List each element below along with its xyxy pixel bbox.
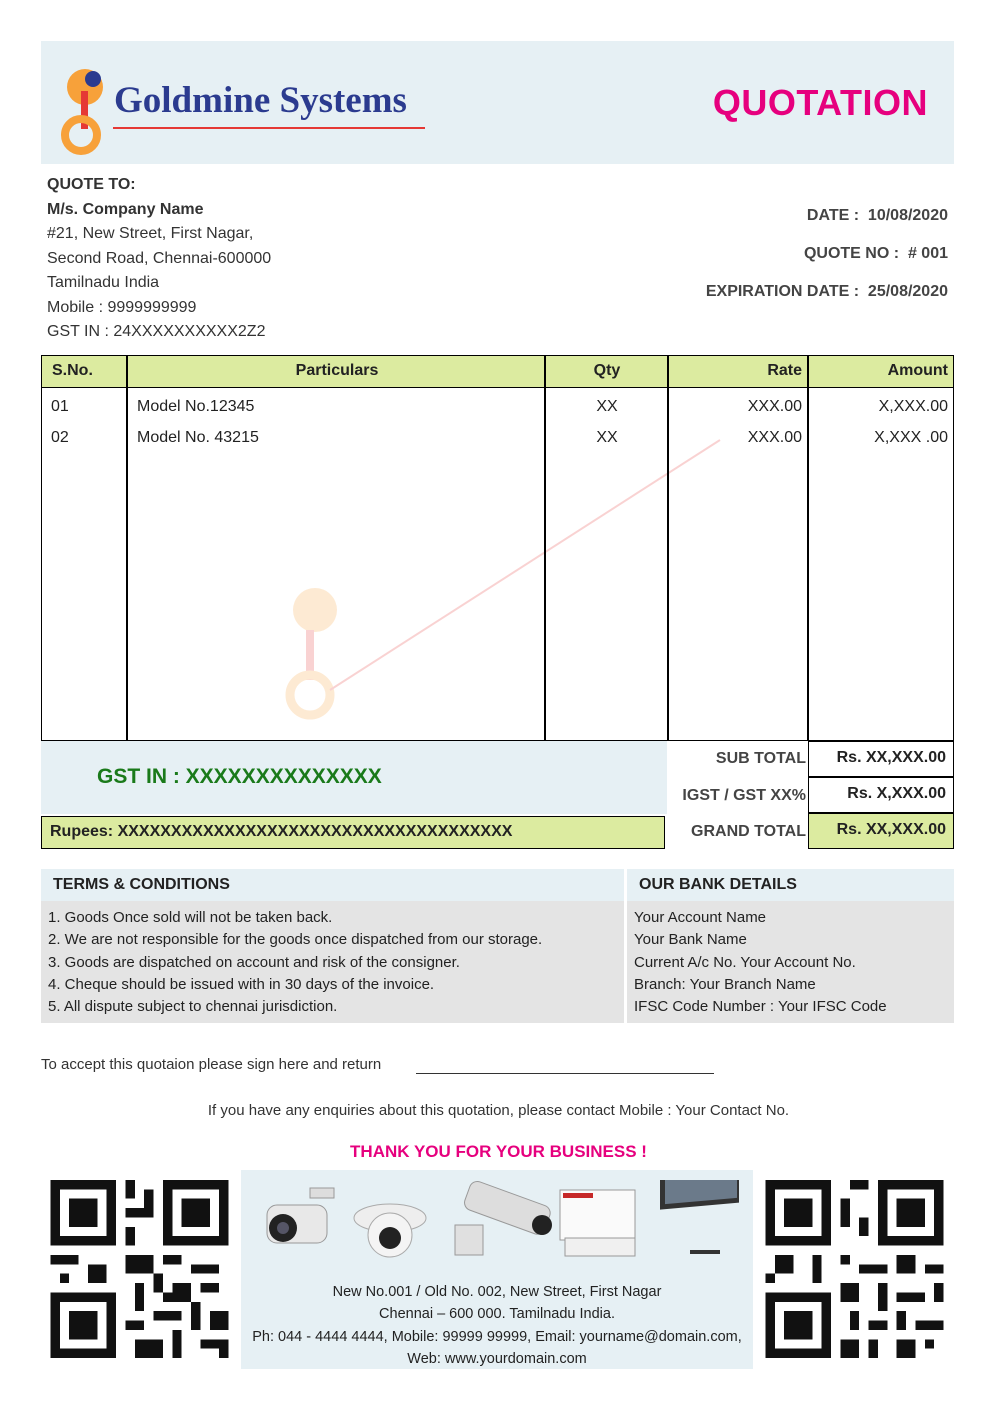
bank-item: Branch: Your Branch Name [634,975,816,993]
tax-label: IGST / GST XX% [682,787,806,804]
terms-item: 4. Cheque should be issued with in 30 days of the invoice. [48,975,435,993]
monitor-icon [660,1180,739,1254]
document-title: QUOTATION [712,82,928,123]
terms-item: 2. We are not responsible for the goods once dispatched from our storage. [48,931,543,949]
row1-particulars: Model No.12345 [137,398,255,415]
row2-qty: XX [596,429,618,446]
row1-amount: X,XXX.00 [878,398,948,415]
bank-heading: OUR BANK DETAILS [627,869,954,901]
header-banner [41,41,954,164]
row1-qty: XX [596,398,618,415]
enquiry-note: If you have any enquiries about this quotation, please contact Mobile : Your Contact No. [207,1102,790,1119]
row1-rate: XXX.00 [747,398,802,415]
terms-item: 3. Goods are dispatched on account and risk of the consigner. [48,953,460,971]
gst-box [41,741,667,814]
bank-item: Your Bank Name [634,931,747,949]
grand-total-value: Rs. XX,XXX.00 [808,813,954,849]
quote-to-heading: QUOTE TO: [47,176,136,193]
sign-instruction: To accept this quotaion please sign here and return [41,1056,382,1073]
client-gst: GST IN : 24XXXXXXXXXX2Z2 [47,323,266,340]
tax-value: Rs. X,XXX.00 [808,777,954,813]
cctv-products-icon [255,1180,739,1275]
row2-sno: 02 [51,429,69,446]
column-divider [126,356,128,740]
date-label: DATE : [806,207,860,224]
thank-you-note: THANK YOU FOR YOUR BUSINESS ! [350,1142,647,1161]
row2-rate: XXX.00 [747,429,802,446]
sub-total-label: SUB TOTAL [715,750,806,767]
col-particulars-header: Particulars [295,362,379,379]
quote-to-block [47,173,271,345]
qr-code-icon [756,1170,953,1368]
dome-camera-icon [354,1204,426,1257]
dvr-box-icon [560,1190,635,1256]
footer-contact-panel [241,1170,753,1369]
seller-gst: GST IN : XXXXXXXXXXXXXX [97,765,382,788]
items-table [41,355,954,741]
bank-details-list [627,901,954,1023]
col-sno-header: S.No. [52,362,93,379]
terms-list [41,901,624,1023]
footer-web-line: Web: www.yourdomain.com [407,1350,587,1367]
client-address-line: Second Road, Chennai-600000 [47,249,272,267]
col-amount-header: Amount [887,362,948,379]
expiration-row [628,283,948,321]
col-qty-header: Qty [593,362,621,379]
footer-address-line: Chennai – 600 000. Tamilnadu India. [379,1306,615,1323]
bank-item: Current A/c No. Your Account No. [634,953,856,971]
footer-address-line: New No.001 / Old No. 002, New Street, First Nagar [332,1284,662,1300]
terms-item: 1. Goods Once sold will not be taken back. [48,909,333,926]
quote-no-value: # 001 [907,245,948,262]
client-mobile: Mobile : 9999999999 [47,298,197,316]
terms-item: 5. All dispute subject to chennai jurisdiction. [48,998,338,1016]
row2-amount: X,XXX .00 [874,429,948,446]
qr-code-icon [41,1170,238,1368]
signature-line [416,1073,714,1074]
bullet-camera-icon [267,1188,334,1243]
box-camera-icon [455,1180,552,1255]
client-company-name: M/s. Company Name [47,200,204,218]
client-address-line: #21, New Street, First Nagar, [47,225,254,242]
quote-no-label: QUOTE NO : [803,245,900,262]
date-value: 10/08/2020 [867,207,948,224]
row1-sno: 01 [51,398,69,415]
amount-in-words: Rupees: XXXXXXXXXXXXXXXXXXXXXXXXXXXXXXXXXXXXX [41,816,665,849]
company-logo-icon [53,51,123,156]
row2-particulars: Model No. 43215 [137,429,259,446]
footer-address [241,1281,753,1370]
quote-meta [628,207,948,321]
table-header [42,356,953,388]
terms-heading: TERMS & CONDITIONS [41,869,624,901]
client-address-line: Tamilnadu India [47,274,160,291]
grand-total-label: GRAND TOTAL [691,823,806,840]
expiration-label: EXPIRATION DATE : [705,283,860,300]
footer-contact-line: Ph: 044 - 4444 4444, Mobile: 99999 99999, Email: yourname@domain.com, [252,1328,742,1345]
expiration-value: 25/08/2020 [867,283,948,300]
quote-no-row [628,245,948,283]
company-name: Goldmine Systems [114,80,407,121]
brand-underline [113,127,425,129]
col-rate-header: Rate [767,362,802,379]
sub-total-value: Rs. XX,XXX.00 [808,741,954,777]
bank-item: IFSC Code Number : Your IFSC Code [634,998,887,1016]
bank-item: Your Account Name [634,909,767,926]
date-row [628,207,948,245]
